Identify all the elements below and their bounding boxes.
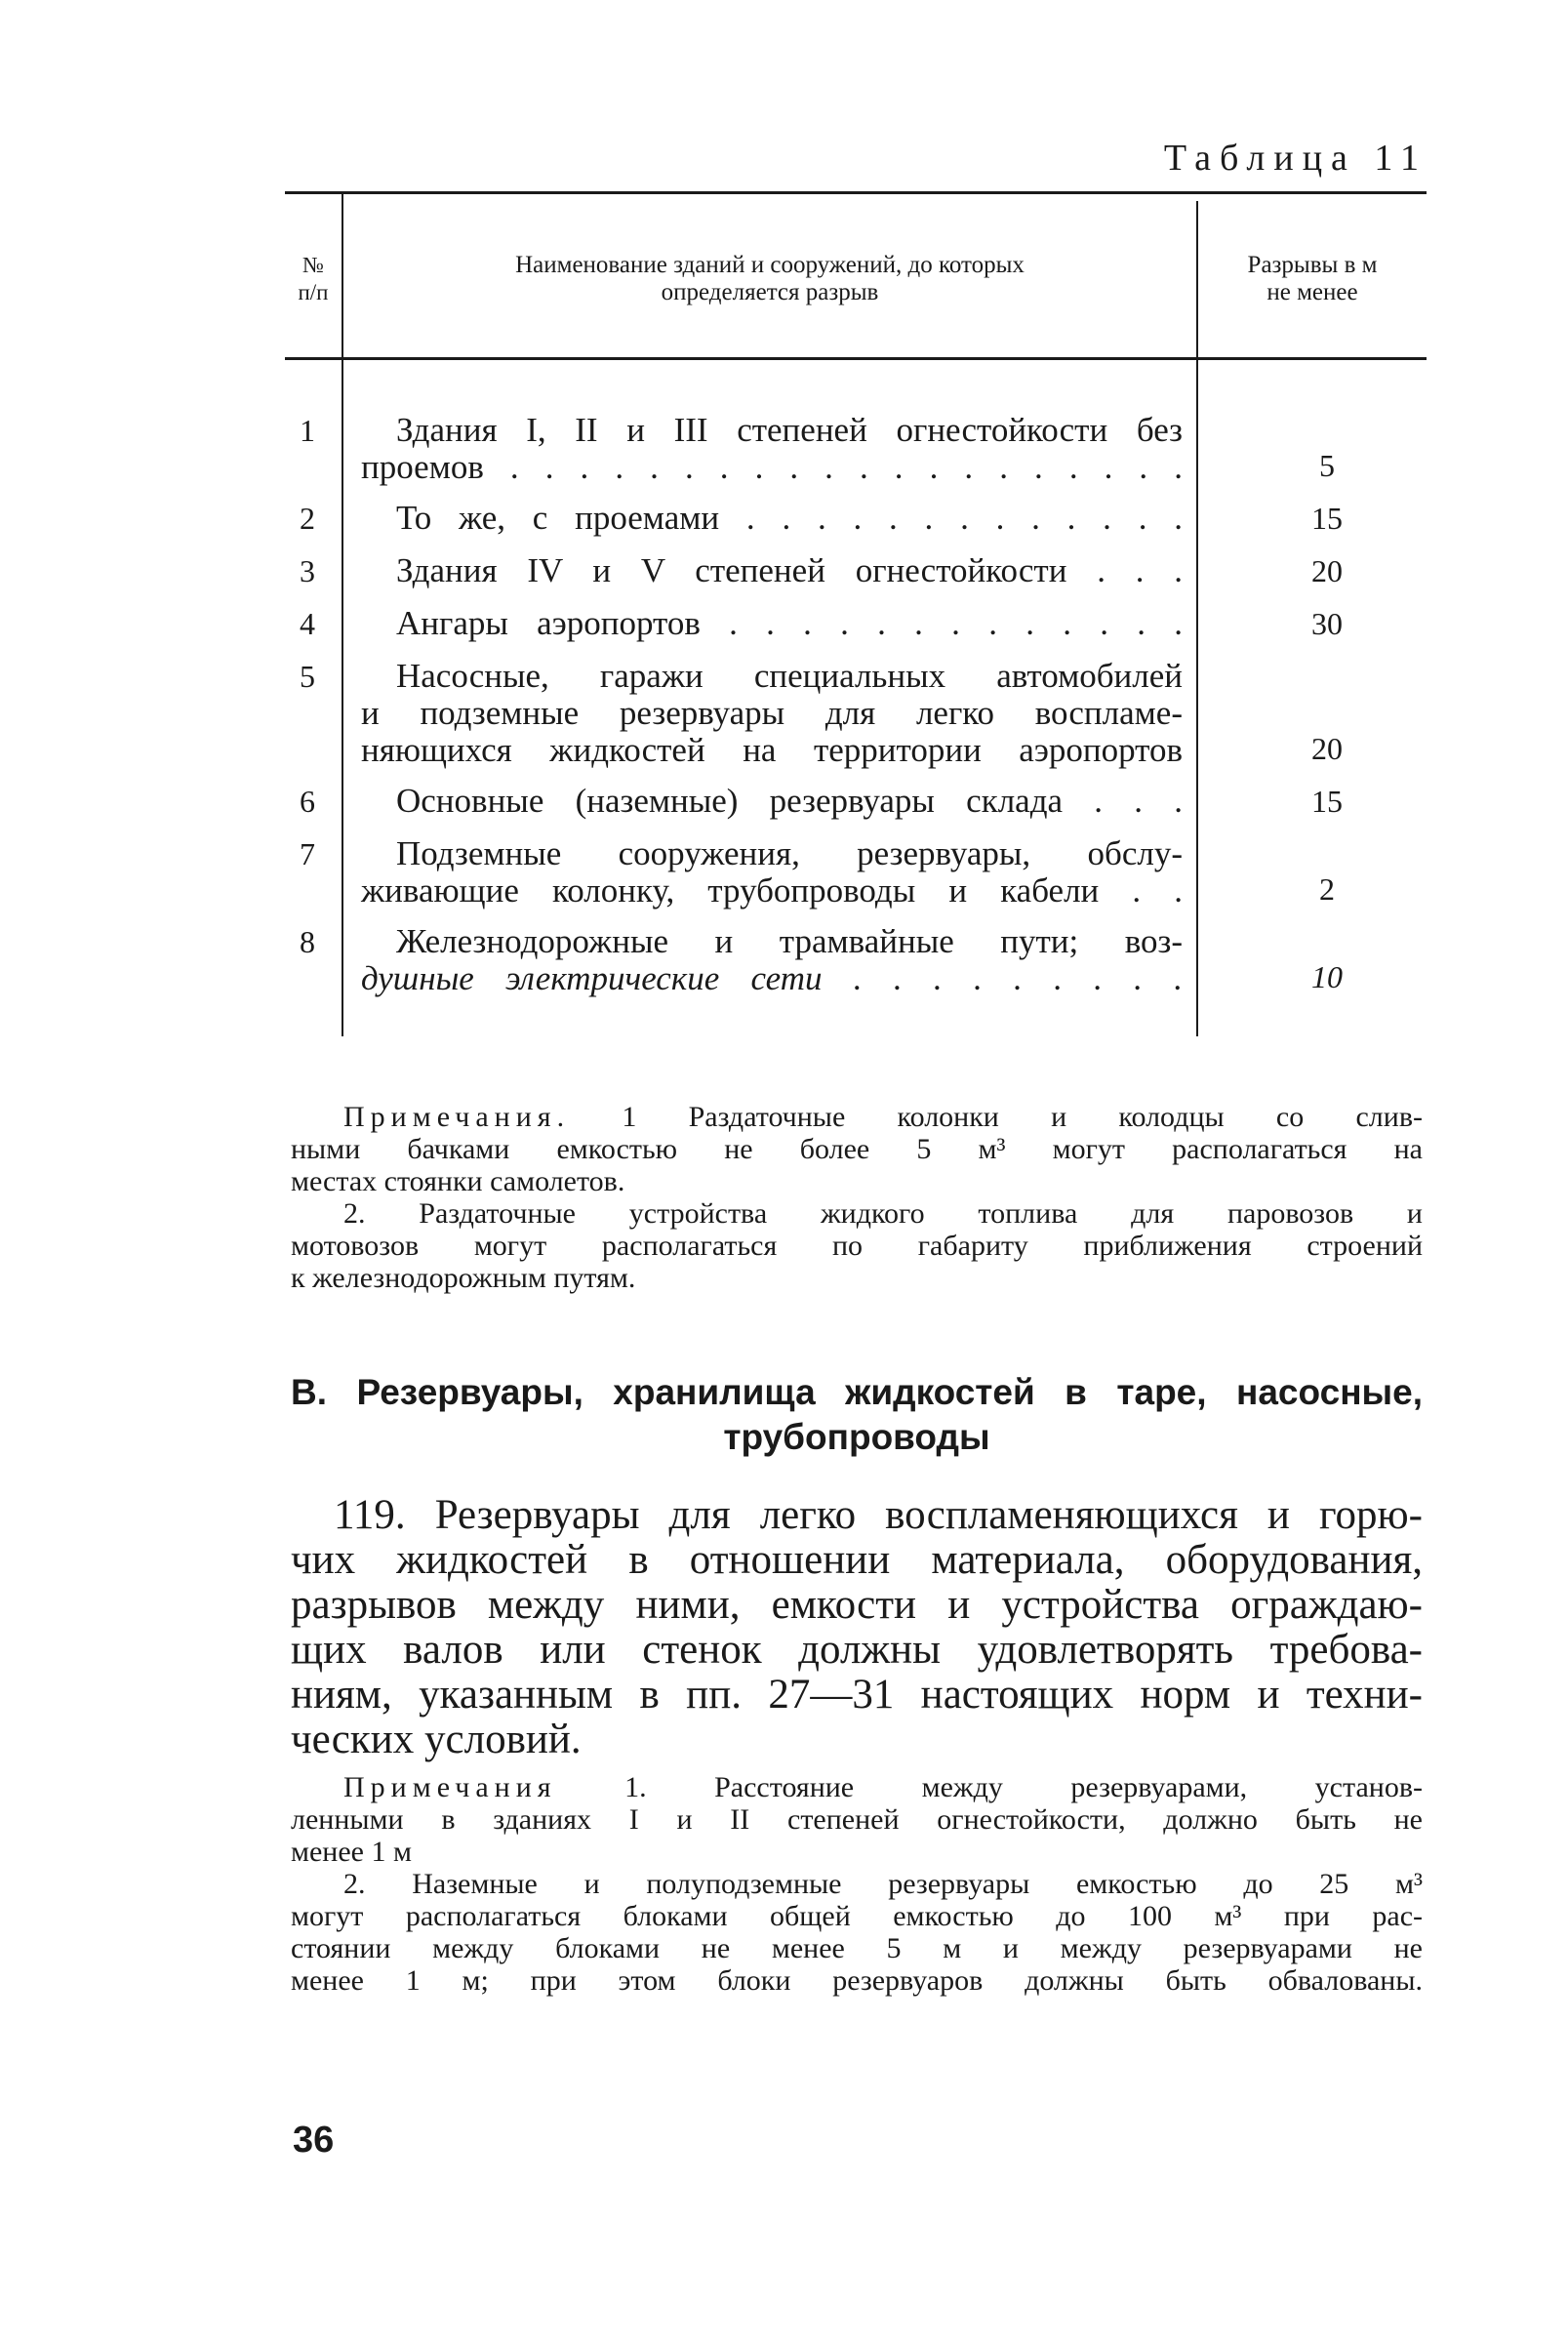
note-line: 2. Наземные и полуподземные резервуары емкостью до 25 м³	[343, 1868, 1423, 1900]
header-name-line2: определяется разрыв	[661, 279, 879, 305]
paragraph-line: щих валов или стенок должны удовлетворять требова-	[291, 1627, 1423, 1673]
page-number: 36	[293, 2120, 335, 2161]
header-num-line2: п/п	[298, 280, 329, 304]
section-heading	[291, 1370, 1423, 1460]
row-name-line: Ангары аэропортов . . . . . . . . . . . . .	[396, 604, 1183, 642]
section-heading-line: В. Резервуары, хранилища жидкостей в таре, насосные,	[291, 1372, 1423, 1412]
row-name	[361, 412, 1183, 486]
row-name	[361, 835, 1183, 910]
row-number: 7	[300, 836, 315, 871]
row-name-line: Подземные сооружения, резервуары, обслу-	[396, 834, 1183, 872]
header-num	[285, 252, 342, 306]
row-name	[361, 923, 1183, 997]
row-distance: 10	[1311, 959, 1343, 994]
row-name-line: няющихся жидкостей на территории аэропортов	[361, 731, 1183, 769]
row-number: 4	[300, 606, 315, 641]
header-name-line1: Наименование зданий и сооружений, до которых	[515, 252, 1025, 278]
row-name-line: Железнодорожные и трамвайные пути; воз-	[396, 922, 1183, 960]
note-line: менее 1 м	[291, 1836, 412, 1868]
table-column-divider-right	[1196, 201, 1198, 1036]
table-column-divider-left	[342, 191, 343, 1036]
header-name	[343, 252, 1196, 306]
row-number: 2	[300, 501, 315, 536]
paragraph-line: чих жидкостей в отношении материала, оборудования,	[291, 1537, 1423, 1583]
paragraph-line: 119. Резервуары для легко воспламеняющихся и горю-	[334, 1492, 1423, 1538]
paragraph-line: ческих условий.	[291, 1717, 582, 1762]
row-name-line: и подземные резервуары для легко воспламе-	[361, 694, 1183, 732]
paragraph-119	[291, 1493, 1423, 1762]
note-line	[291, 1771, 1423, 1803]
note-line: местах стоянки самолетов.	[291, 1165, 625, 1197]
row-name	[361, 783, 1183, 820]
note-line: менее 1 м; при этом блоки резервуаров должны быть обвалованы.	[291, 1964, 1423, 1997]
note-line-text: 1. Расстояние между резервуарами, установ-	[624, 1771, 1424, 1803]
row-number: 6	[300, 784, 315, 819]
row-number: 3	[300, 553, 315, 588]
row-name	[361, 552, 1183, 589]
row-distance: 30	[1311, 606, 1343, 641]
row-name	[361, 658, 1183, 769]
section-heading-line: трубопроводы	[723, 1417, 990, 1457]
paragraph-line: ниям, указанным в пп. 27—31 настоящих норм и техни-	[291, 1672, 1423, 1718]
note-line: стоянии между блоками не менее 5 м и между резервуарами не	[291, 1932, 1423, 1964]
table-top-rule	[285, 191, 1427, 194]
row-distance: 15	[1311, 784, 1343, 819]
note-line: мотовозов могут располагаться по габариту приближения строений	[291, 1230, 1423, 1262]
row-name-line: живающие колонку, трубопроводы и кабели . .	[361, 871, 1183, 910]
notes-label: Примечания.	[343, 1101, 571, 1133]
row-name	[361, 500, 1183, 537]
row-number: 1	[300, 413, 315, 448]
header-distance-line2: не менее	[1266, 279, 1358, 305]
row-distance: 5	[1319, 448, 1335, 483]
header-num-line1: №	[302, 253, 324, 277]
row-name-line: То же, с проемами . . . . . . . . . . . . .	[396, 499, 1183, 537]
row-name-line: проемов . . . . . . . . . . . . . . . . . . . .	[361, 448, 1183, 486]
row-name-line: Здания I, II и III степеней огнестойкости без	[396, 411, 1183, 449]
row-number: 8	[300, 924, 315, 959]
note-line: 2. Раздаточные устройства жидкого топлива для паровозов и	[343, 1197, 1423, 1230]
table-notes	[291, 1101, 1423, 1294]
note-line: могут располагаться блоками общей емкостью до 100 м³ при рас-	[291, 1900, 1423, 1932]
row-name-line: душные электрические сети . . . . . . . . .	[361, 959, 1183, 997]
row-distance: 20	[1311, 553, 1343, 588]
paragraph-line: разрывов между ними, емкости и устройства ограждаю-	[291, 1582, 1423, 1628]
table-header-rule	[285, 357, 1427, 360]
note-line: ными бачками емкостью не более 5 м³ могут располагаться на	[291, 1133, 1423, 1165]
table-caption: Таблица 11	[1163, 138, 1427, 179]
row-name	[361, 605, 1183, 642]
note-line	[291, 1101, 1423, 1133]
row-name-line: Насосные, гаражи специальных автомобилей	[396, 657, 1183, 695]
note-line: ленными в зданиях I и II степеней огнестойкости, должно быть не	[291, 1803, 1423, 1836]
row-name-line: Основные (наземные) резервуары склада . . .	[396, 782, 1183, 820]
header-distance-line1: Разрывы в м	[1247, 252, 1378, 278]
notes-label: Примечания	[343, 1771, 557, 1803]
note-line: к железнодорожным путям.	[291, 1262, 636, 1294]
row-distance: 2	[1319, 871, 1335, 907]
paragraph-notes	[291, 1771, 1423, 1997]
row-name-line: Здания IV и V степеней огнестойкости . . .	[396, 551, 1183, 589]
note-line-text: 1 Раздаточные колонки и колодцы со слив-	[622, 1101, 1423, 1133]
row-distance: 15	[1311, 501, 1343, 536]
row-number: 5	[300, 659, 315, 694]
header-distance	[1198, 252, 1427, 306]
row-distance: 20	[1311, 731, 1343, 766]
